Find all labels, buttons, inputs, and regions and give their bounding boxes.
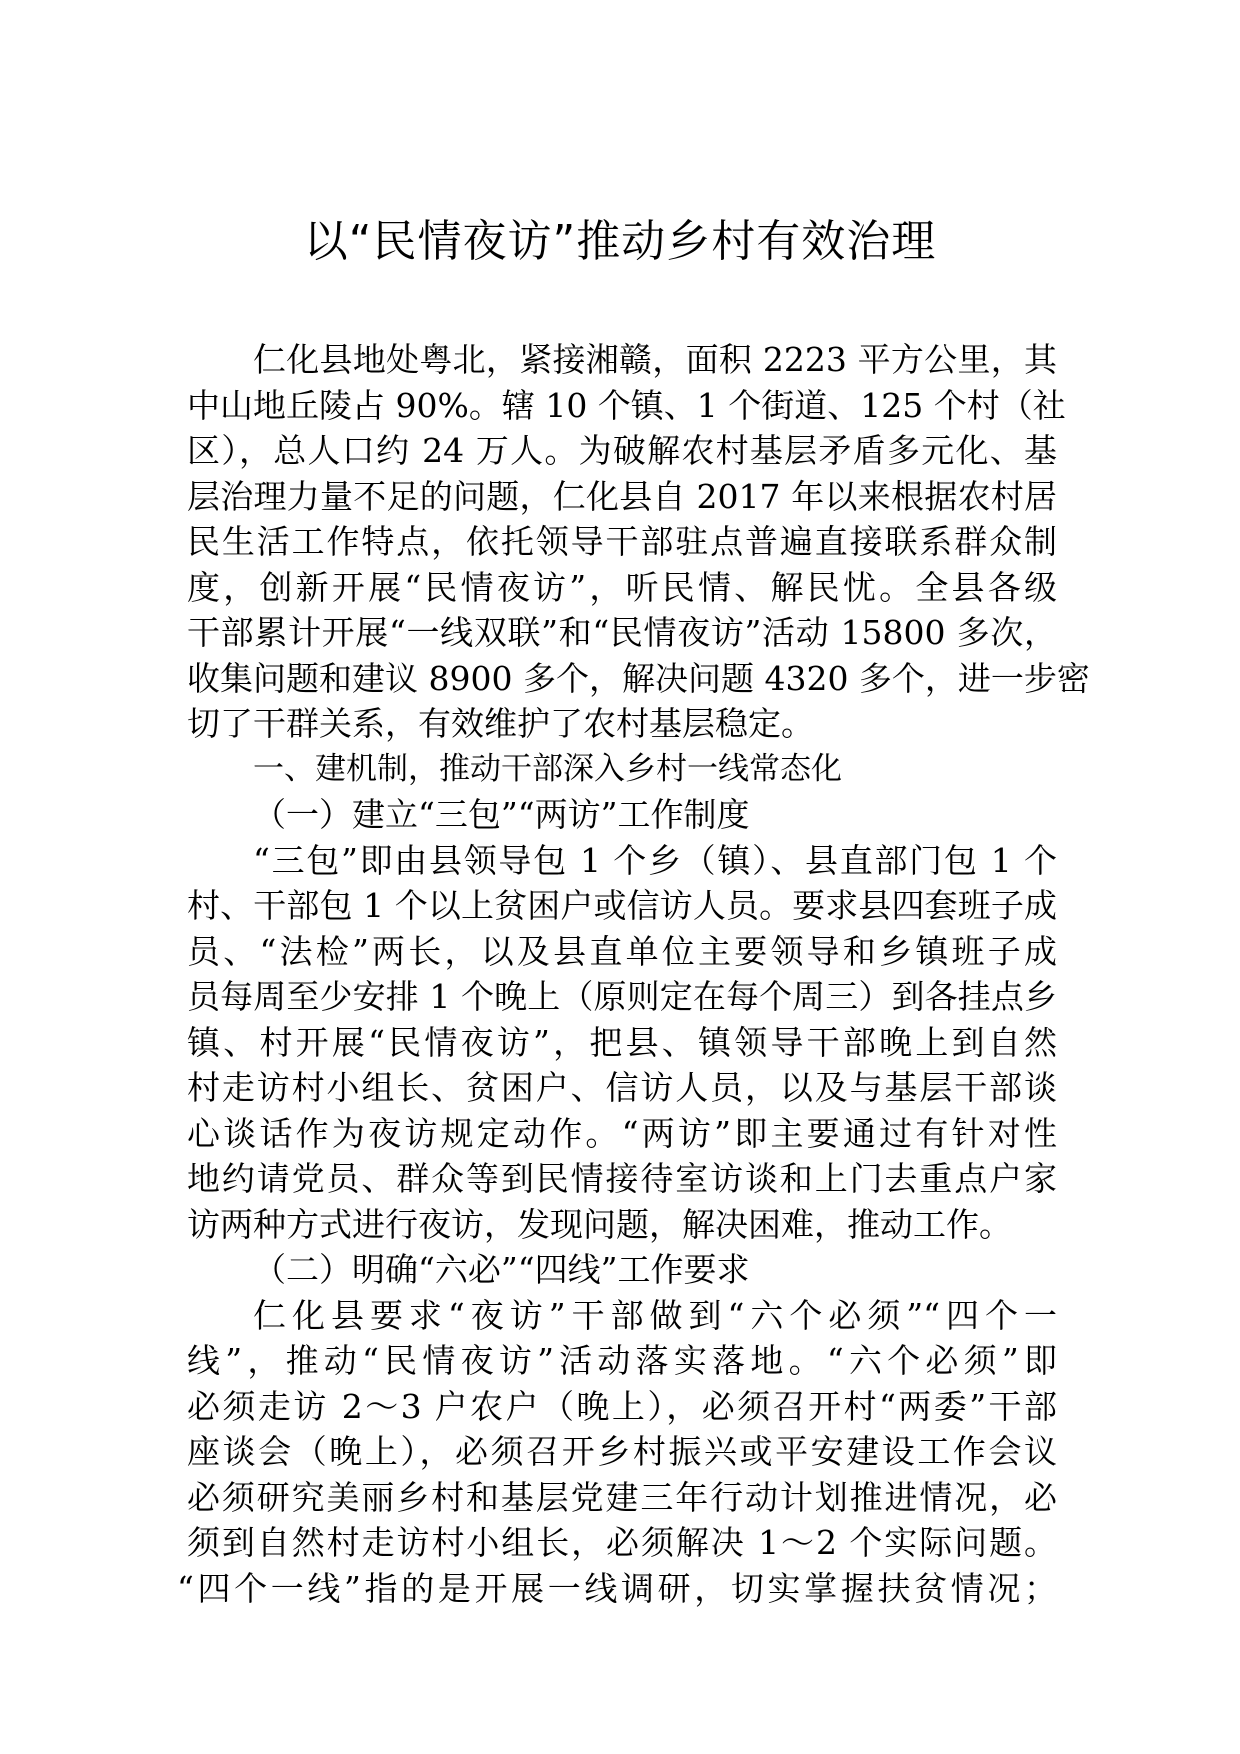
paragraph-line: 心谈话作为夜访规定动作。“两访”即主要通过有针对性 xyxy=(187,1113,1057,1153)
paragraph-line: 度，创新开展“民情夜访”，听民情、解民忧。全县各级 xyxy=(187,567,1057,607)
paragraph-line: 中山地丘陵占 90%。辖 10 个镇、1 个街道、125 个村（社 xyxy=(187,385,1066,425)
paragraph-line: “三包”即由县领导包 1 个乡（镇）、县直部门包 1 个 xyxy=(253,840,1057,880)
paragraph-line: 须到自然村走访村小组长，必须解决 1～2 个实际问题。 xyxy=(187,1523,1057,1562)
paragraph-line: 村走访村小组长、贫困户、信访人员，以及与基层干部谈 xyxy=(187,1068,1057,1107)
paragraph-line: 地约请党员、群众等到民情接待室访谈和上门去重点户家 xyxy=(187,1159,1057,1198)
subsection-heading: （一）建立“三包”“两访”工作制度 xyxy=(253,795,750,834)
paragraph-line: 必须走访 2～3 户农户（晚上），必须召开村“两委”干部 xyxy=(187,1386,1057,1426)
section-heading: 一、建机制，推动干部深入乡村一线常态化 xyxy=(253,750,842,787)
paragraph-line: 民生活工作特点，依托领导干部驻点普遍直接联系群众制 xyxy=(187,522,1057,561)
paragraph-line: 员、“法检”两长，以及县直单位主要领导和乡镇班子成 xyxy=(187,931,1057,971)
paragraph-line: 镇、村开展“民情夜访”，把县、镇领导干部晚上到自然 xyxy=(187,1022,1057,1062)
document-title: 以“民情夜访”推动乡村有效治理 xyxy=(303,216,937,267)
paragraph-line: 座谈会（晚上），必须召开乡村振兴或平安建设工作会议 xyxy=(187,1432,1057,1471)
paragraph-line: 村、干部包 1 个以上贫困户或信访人员。要求县四套班子成 xyxy=(187,886,1057,925)
paragraph-line: 员每周至少安排 1 个晚上（原则定在每个周三）到各挂点乡 xyxy=(187,977,1057,1016)
paragraph-line: 线”，推动“民情夜访”活动落实落地。“六个必须”即 xyxy=(187,1341,1057,1380)
paragraph-line: 访两种方式进行夜访，发现问题，解决困难，推动工作。 xyxy=(187,1204,1012,1244)
paragraph-line: 收集问题和建议 8900 多个，解决问题 4320 多个，进一步密 xyxy=(187,658,1090,698)
paragraph-line: 区），总人口约 24 万人。为破解农村基层矛盾多元化、基 xyxy=(187,431,1057,470)
paragraph-line: “四个一线”指的是开展一线调研，切实掌握扶贫情况； xyxy=(177,1568,1057,1608)
paragraph-line: 干部累计开展“一线双联”和“民情夜访”活动 15800 多次， xyxy=(187,613,1057,652)
paragraph-line: 仁化县要求“夜访”干部做到“六个必须”“四个一 xyxy=(253,1295,1057,1335)
document-body xyxy=(177,337,1090,1611)
paragraph-line: 切了干群关系，有效维护了农村基层稳定。 xyxy=(187,704,814,743)
paragraph-line: 层治理力量不足的问题，仁化县自 2017 年以来根据农村居 xyxy=(187,476,1057,516)
paragraph-line: 必须研究美丽乡村和基层党建三年行动计划推进情况，必 xyxy=(187,1477,1057,1517)
subsection-heading: （二）明确“六必”“四线”工作要求 xyxy=(253,1250,750,1289)
paragraph-line: 仁化县地处粤北，紧接湘赣，面积 2223 平方公里，其 xyxy=(253,340,1057,379)
